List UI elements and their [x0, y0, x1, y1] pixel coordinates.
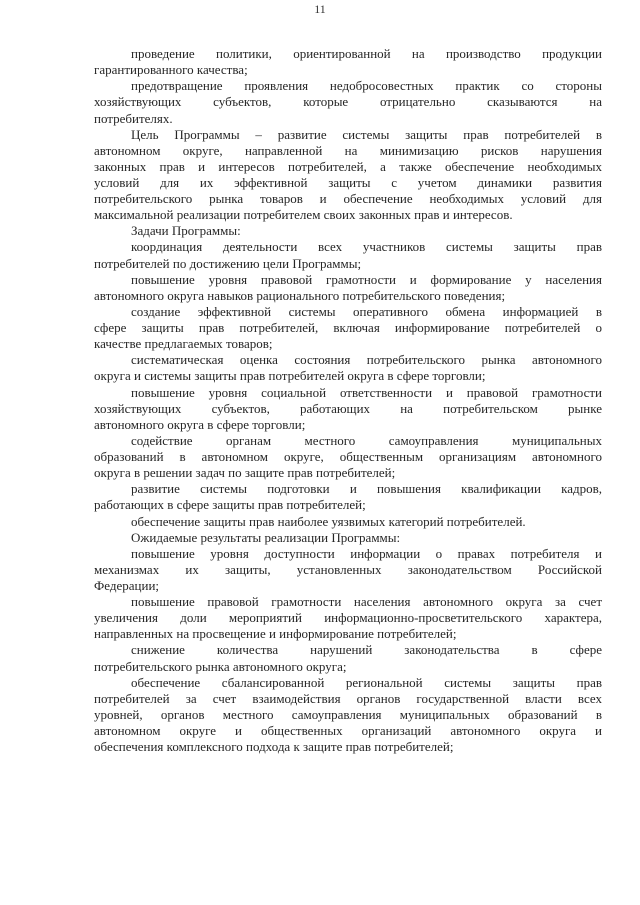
text-line: обеспечение сбалансированной региональной системы защиты прав [131, 674, 602, 690]
text-line: потребителей по достижению цели Программы; [94, 255, 362, 271]
text-line: сфере защиты прав потребителей, включая информирование потребителей о [94, 320, 602, 335]
text-line: повышение уровня социальной ответственности и правовой грамотности [131, 384, 602, 400]
text-line: механизмах их защиты, установленных законодательством Российской [94, 561, 602, 577]
text-line: координация деятельности всех участников системы защиты прав [131, 239, 602, 255]
text-line: потребителях. [94, 110, 173, 126]
text-line: предотвращение проявления недобросовестных практик со стороны [131, 78, 602, 94]
text-line: Цель Программы – развитие системы защиты прав потребителей в [131, 126, 602, 142]
text-line: направленных на просвещение и информирование потребителей; [94, 626, 457, 642]
text-line: условий для их эффективной защиты с учетом динамики развития [94, 175, 602, 190]
text-line: работающих в сфере защиты прав потребителей; [94, 497, 366, 513]
text-line: хозяйствующих субъектов, которые отрицательно сказываются на [94, 94, 602, 110]
text-line: развитие системы подготовки и повышения квалификации кадров, [131, 481, 602, 497]
text-line: снижение количества нарушений законодательства в сфере [131, 642, 602, 658]
text-line: хозяйствующих субъектов, работающих на потребительском рынке [94, 400, 602, 416]
text-line: Федерации; [94, 578, 160, 593]
text-line: округа в решении задач по защите прав потребителей; [94, 465, 396, 481]
text-line: Ожидаемые результаты реализации Программы: [131, 529, 401, 545]
text-line: округа и системы защиты прав потребителей округа в сфере торговли; [94, 368, 486, 384]
text-line: повышение уровня доступности информации о правах потребителя и [131, 545, 602, 561]
text-line: повышение правовой грамотности населения автономного округа за счет [131, 594, 602, 610]
text-line: максимальной реализации потребителем своих законных прав и интересов. [94, 207, 513, 223]
text-line: потребителей за счет взаимодействия органов государственной власти всех [94, 690, 602, 706]
text-line: уровней, органов местного самоуправления муниципальных образований в [94, 706, 602, 722]
text-line: Задачи Программы: [131, 223, 241, 239]
text-line: повышение уровня правовой грамотности и формирование у населения [131, 271, 602, 287]
text-line: автономном округе, направленной на минимизацию рисков нарушения [94, 142, 602, 158]
text-line: проведение политики, ориентированной на производство продукции [131, 46, 602, 61]
text-line: систематическая оценка состояния потребительского рынка автономного [131, 352, 602, 368]
text-line: автономного округа в сфере торговли; [94, 416, 306, 432]
text-line: качестве предлагаемых товаров; [94, 336, 273, 352]
text-line: потребительского рынка автономного округа; [94, 658, 347, 674]
text-line: автономного округа навыков рационального потребительского поведения; [94, 287, 506, 303]
text-line: содействие органам местного самоуправления муниципальных [131, 432, 602, 448]
text-line: обеспечение защиты прав наиболее уязвимых категорий потребителей. [131, 513, 526, 529]
text-line: законных прав и интересов потребителей, а также обеспечение необходимых [94, 158, 602, 174]
page-number: 11 [314, 2, 326, 16]
text-line: гарантированного качества; [94, 62, 248, 78]
text-line: образований в автономном округе, общественным организациям автономного [94, 449, 602, 464]
text-line: обеспечения комплексного подхода к защите прав потребителей; [94, 739, 454, 755]
text-line: создание эффективной системы оперативного обмена информацией в [131, 303, 602, 319]
text-line: потребительского рынка товаров и обеспечение необходимых условий для [94, 191, 602, 207]
text-line: увеличения доли мероприятий информационно-просветительского характера, [94, 610, 602, 626]
text-line: автономном округе и общественных организаций автономного округа и [94, 723, 602, 738]
